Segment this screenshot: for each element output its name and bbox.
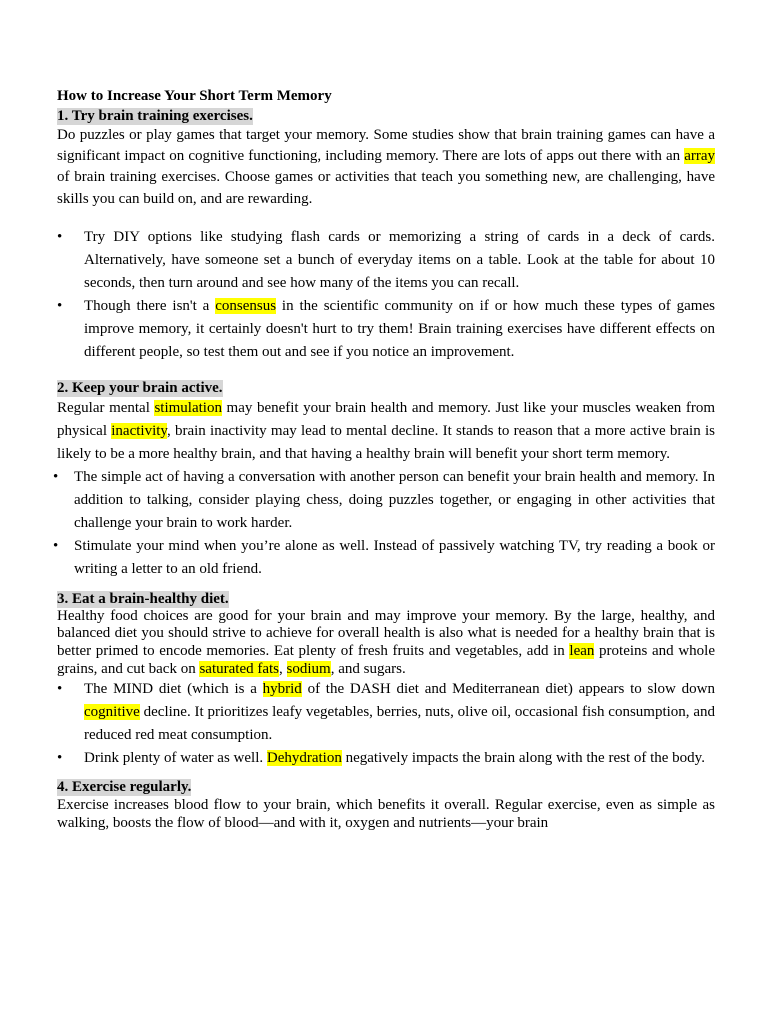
text-run: decline. It prioritizes leafy vegetables, berries, nuts, olive oil, occasional fish consumption, and reduced red meat consumption.: [84, 703, 715, 743]
text-run: of brain training exercises. Choose games or activities that teach you something new, are challenging, have skills you can build on, and are rewarding.: [57, 169, 715, 207]
section-paragraph: [57, 397, 715, 466]
bullet-icon: •: [57, 749, 63, 766]
bullet-list: [53, 466, 715, 581]
text-run: Though there isn't a: [84, 297, 216, 314]
bullet-item: [57, 678, 715, 746]
highlighted-term: inactivity: [111, 422, 167, 439]
section-paragraph: [57, 608, 715, 678]
bullet-icon: •: [53, 468, 59, 485]
highlighted-term: cognitive: [84, 703, 140, 720]
text-run: Stimulate your mind when you’re alone as well. Instead of passively watching TV, try reading a book or writing a letter to an old friend.: [74, 537, 715, 577]
text-run: The simple act of having a conversation with another person can benefit your brain health and memory. In addition to talking, consider playing chess, doing puzzles together, or engaging in other activities that challenge your brain to work harder.: [74, 468, 715, 531]
text-run: ,: [279, 660, 287, 677]
highlighted-term: stimulation: [154, 399, 222, 416]
section-2: [53, 378, 715, 581]
section-heading: 3. Eat a brain-healthy diet.: [57, 590, 229, 607]
highlighted-term: Dehydration: [266, 749, 342, 766]
highlighted-term: lean: [569, 643, 595, 659]
bullet-icon: •: [57, 228, 63, 245]
section-heading: 1. Try brain training exercises.: [57, 108, 253, 124]
text-run: Do puzzles or play games that target your memory. Some studies show that brain training games can have a significant impact on cognitive functioning, including memory. There are lots of apps out there with an: [57, 127, 715, 165]
bullet-item: [57, 295, 715, 364]
text-run: Healthy food choices are good for your brain and may improve your memory. By the large, healthy, and balanced diet you should strive to achieve for overall health is also what is needed for a healthy brain that is better primed to encode memories. Eat plenty of fresh fruits and vegetables, add in: [57, 607, 715, 659]
highlighted-term: saturated fats: [199, 660, 280, 677]
bullet-item: [53, 535, 715, 581]
bullet-item: [57, 226, 715, 295]
highlighted-term: sodium: [286, 660, 331, 677]
bullet-item: [53, 466, 715, 535]
text-run: negatively impacts the brain along with the rest of the body.: [341, 749, 705, 766]
highlighted-term: array: [684, 148, 715, 165]
text-run: of the DASH diet and Mediterranean diet) appears to slow down: [301, 681, 715, 698]
text-run: Try DIY options like studying flash cards or memorizing a string of cards in a deck of cards. Alternatively, have someone set a bunch of everyday items on a table. Look at the table for about 10 seconds, then turn around and see how many of the items you can recall.: [84, 228, 715, 291]
text-run: The MIND diet (which is a: [84, 681, 263, 698]
section-3: [57, 589, 715, 770]
text-run: Regular mental: [57, 399, 155, 416]
section-paragraph: [57, 796, 715, 832]
bullet-list: [57, 226, 715, 364]
bullet-icon: •: [53, 537, 59, 554]
text-run: proteins and whole grains, and cut back on: [57, 643, 715, 677]
bullet-item: [57, 747, 715, 770]
bullet-icon: •: [57, 681, 63, 698]
text-run: Exercise increases blood flow to your brain, which benefits it overall. Regular exercise, even as simple as walking, boosts the flow of blood—and with it, oxygen and nutrients—your brain: [57, 797, 715, 832]
highlighted-term: hybrid: [262, 681, 302, 698]
highlighted-term: consensus: [215, 297, 277, 314]
text-run: may benefit your brain health and memory. Just like your muscles weaken from physical: [57, 399, 715, 439]
document-title: How to Increase Your Short Term Memory: [57, 88, 332, 104]
text-run: in the scientific community on if or how much these types of games improve memory, it certainly doesn't hurt to try them! Brain training exercises have different effects on different people, so test them out and see if you notice an improvement.: [84, 297, 715, 360]
section-heading: 4. Exercise regularly.: [57, 779, 192, 796]
text-run: Drink plenty of water as well.: [84, 749, 267, 766]
bullet-list: [57, 678, 715, 769]
section-paragraph: [57, 125, 715, 210]
section-1: [57, 106, 715, 364]
document-page: [53, 87, 715, 832]
section-heading: 2. Keep your brain active.: [57, 379, 223, 396]
bullet-icon: •: [57, 297, 63, 314]
section-4: [57, 777, 715, 832]
text-run: , and sugars.: [330, 660, 406, 677]
text-run: , brain inactivity may lead to mental decline. It stands to reason that a more active brain is likely to be a more healthy brain, and that having a healthy brain will benefit your short term memory.: [57, 422, 715, 462]
